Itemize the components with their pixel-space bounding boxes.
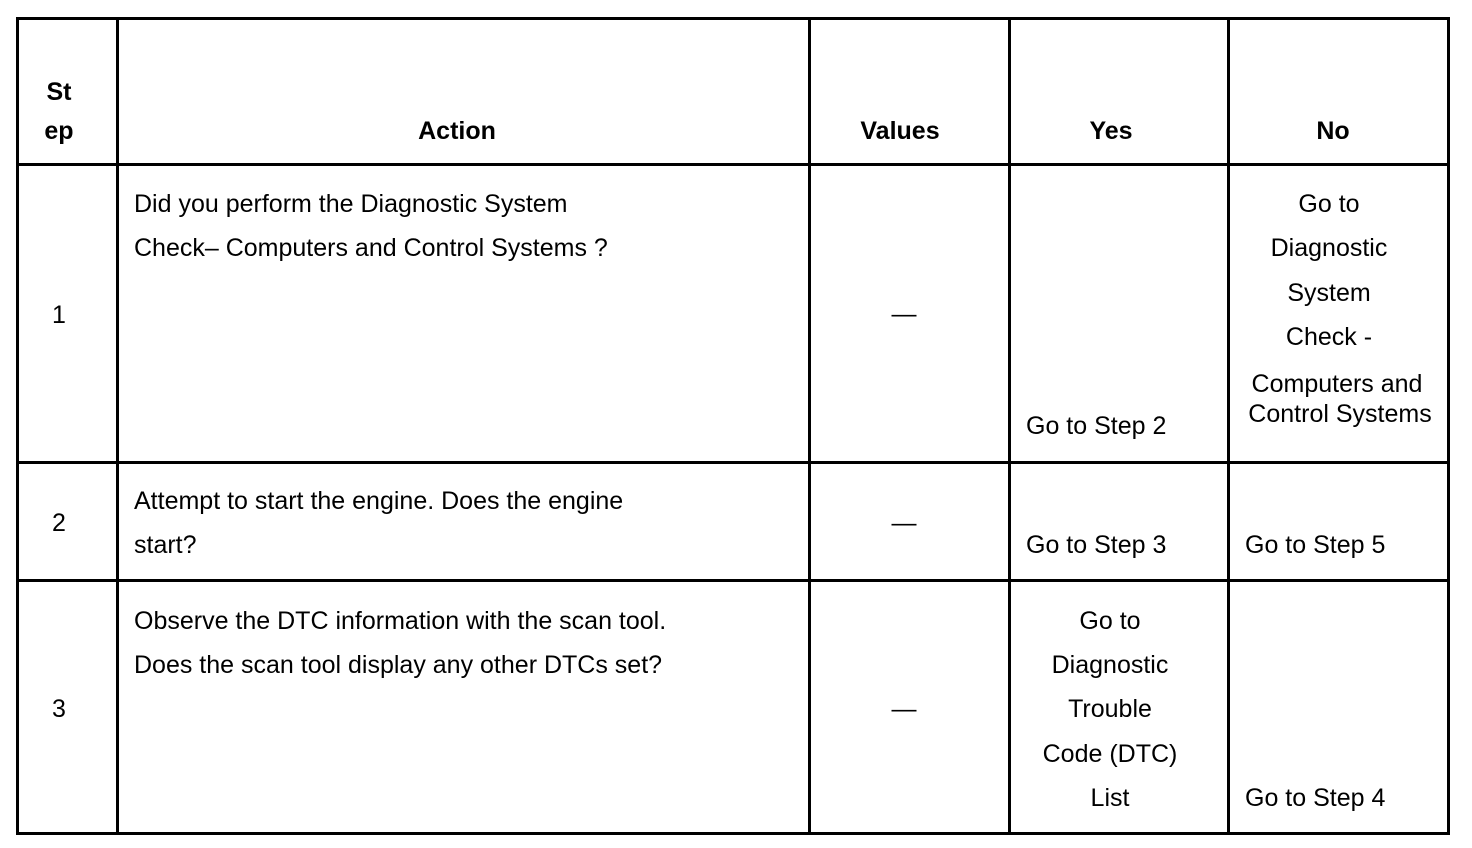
row-1-values: — [891, 300, 917, 328]
row-2-values: — [891, 509, 917, 537]
table-border-bottom [16, 832, 1450, 835]
row-1-no-line-1: Go to [1298, 190, 1360, 218]
header-divider [16, 163, 1450, 166]
row-3-yes-line-2: Diagnostic [1051, 651, 1169, 679]
row-2-action-line-1: Attempt to start the engine. Does the engine [134, 487, 624, 515]
col-divider-action [808, 17, 811, 835]
row-1-action-line-2: Check– Computers and Control Systems ? [134, 234, 608, 262]
row-3-yes-line-5: List [1090, 784, 1130, 812]
row-1-no-line-6: Control Systems [1248, 400, 1432, 428]
table-border-top [16, 17, 1450, 20]
col-divider-step [116, 17, 119, 835]
header-yes: Yes [1089, 117, 1133, 145]
row-2-yes: Go to Step 3 [1026, 531, 1167, 559]
row-2-no: Go to Step 5 [1245, 531, 1386, 559]
row-3-yes-line-1: Go to [1079, 607, 1141, 635]
row-3-no: Go to Step 4 [1245, 784, 1386, 812]
diagnostic-table [16, 17, 1450, 835]
row-3-action-line-1: Observe the DTC information with the scan tool. [134, 607, 667, 635]
row-1-action-line-1: Did you perform the Diagnostic System [134, 190, 568, 218]
header-action: Action [418, 117, 496, 145]
table-border-left [16, 17, 19, 835]
header-values: Values [860, 117, 940, 145]
table-border-right [1447, 17, 1450, 835]
header-no: No [1316, 117, 1350, 145]
row-1-yes: Go to Step 2 [1026, 412, 1167, 440]
header-step-line-2: ep [44, 117, 74, 145]
row-1-step: 1 [52, 301, 66, 329]
row-2-step: 2 [52, 509, 66, 537]
row-1-no-line-3: System [1287, 279, 1371, 307]
row-3-yes-line-4: Code (DTC) [1042, 740, 1178, 768]
row-3-values: — [891, 695, 917, 723]
row-1-no-line-4: Check - [1285, 323, 1373, 351]
row-divider-2 [16, 579, 1450, 582]
row-1-no-line-5: Computers and [1251, 370, 1423, 398]
col-divider-values [1008, 17, 1011, 835]
row-2-action-line-2: start? [134, 531, 197, 559]
header-step-line-1: St [46, 78, 72, 106]
row-3-step: 3 [52, 695, 66, 723]
row-divider-1 [16, 461, 1450, 464]
row-3-yes-line-3: Trouble [1068, 695, 1152, 723]
row-3-action-line-2: Does the scan tool display any other DTCs set? [134, 651, 663, 679]
col-divider-yes [1227, 17, 1230, 835]
row-1-no-line-2: Diagnostic [1270, 234, 1388, 262]
